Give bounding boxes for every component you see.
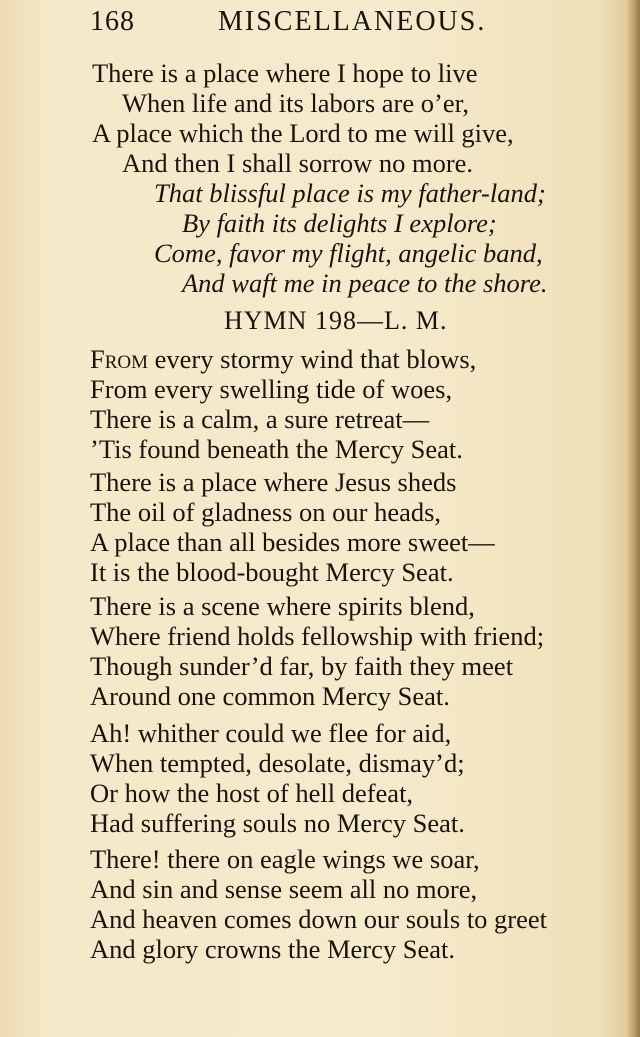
chorus-line: Come, favor my flight, angelic band, [154,238,543,268]
verse-line: A place which the Lord to me will give, [92,118,514,148]
page-number: 168 [90,6,135,37]
hymn-line: ’Tis found beneath the Mercy Seat. [90,434,463,464]
page-spine-shadow [626,0,640,1037]
hymn-line: And sin and sense seem all no more, [90,874,478,904]
running-title: MISCELLANEOUS. [218,6,487,37]
hymn-line: Ah! whither could we flee for aid, [90,718,452,748]
hymn-line: There is a scene where spirits blend, [90,591,475,621]
hymn-line: A place than all besides more sweet— [90,527,495,557]
hymn-line: Had suffering souls no Mercy Seat. [90,808,465,838]
verse-line: And then I shall sorrow no more. [122,148,474,178]
hymn-line: From every swelling tide of woes, [90,374,453,404]
chorus-line: That blissful place is my father-land; [154,178,546,208]
hymn-line: Though sunder’d far, by faith they meet [90,651,514,681]
chorus-line: And waft me in peace to the shore. [182,268,548,298]
hymn-line: There is a place where Jesus sheds [90,467,457,497]
hymn-line: There is a calm, a sure retreat— [90,404,430,434]
verse-line: When life and its labors are o’er, [122,88,469,118]
hymn-line: There! there on eagle wings we soar, [90,844,480,874]
verse-line: There is a place where I hope to live [92,58,478,88]
hymn-line: And glory crowns the Mercy Seat. [90,934,456,964]
hymn-heading: HYMN 198—L. M. [224,306,448,335]
hymn-first-line [90,344,476,374]
hymn-line: It is the blood-bought Mercy Seat. [90,557,454,587]
hymn-line: The oil of gladness on our heads, [90,497,442,527]
hymn-line: And heaven comes down our souls to greet [90,904,548,934]
page-header [90,6,520,40]
chorus-line: By faith its delights I explore; [182,208,497,238]
hymn-line: When tempted, desolate, dismay’d; [90,748,465,778]
hymn-line: Around one common Mercy Seat. [90,681,450,711]
hymn-first-line-rest: every stormy wind that blows, [148,344,477,374]
hymn-line: Where friend holds fellowship with friend; [90,621,545,651]
hymn-first-word: From [90,344,149,374]
hymn-line: Or how the host of hell defeat, [90,778,414,808]
